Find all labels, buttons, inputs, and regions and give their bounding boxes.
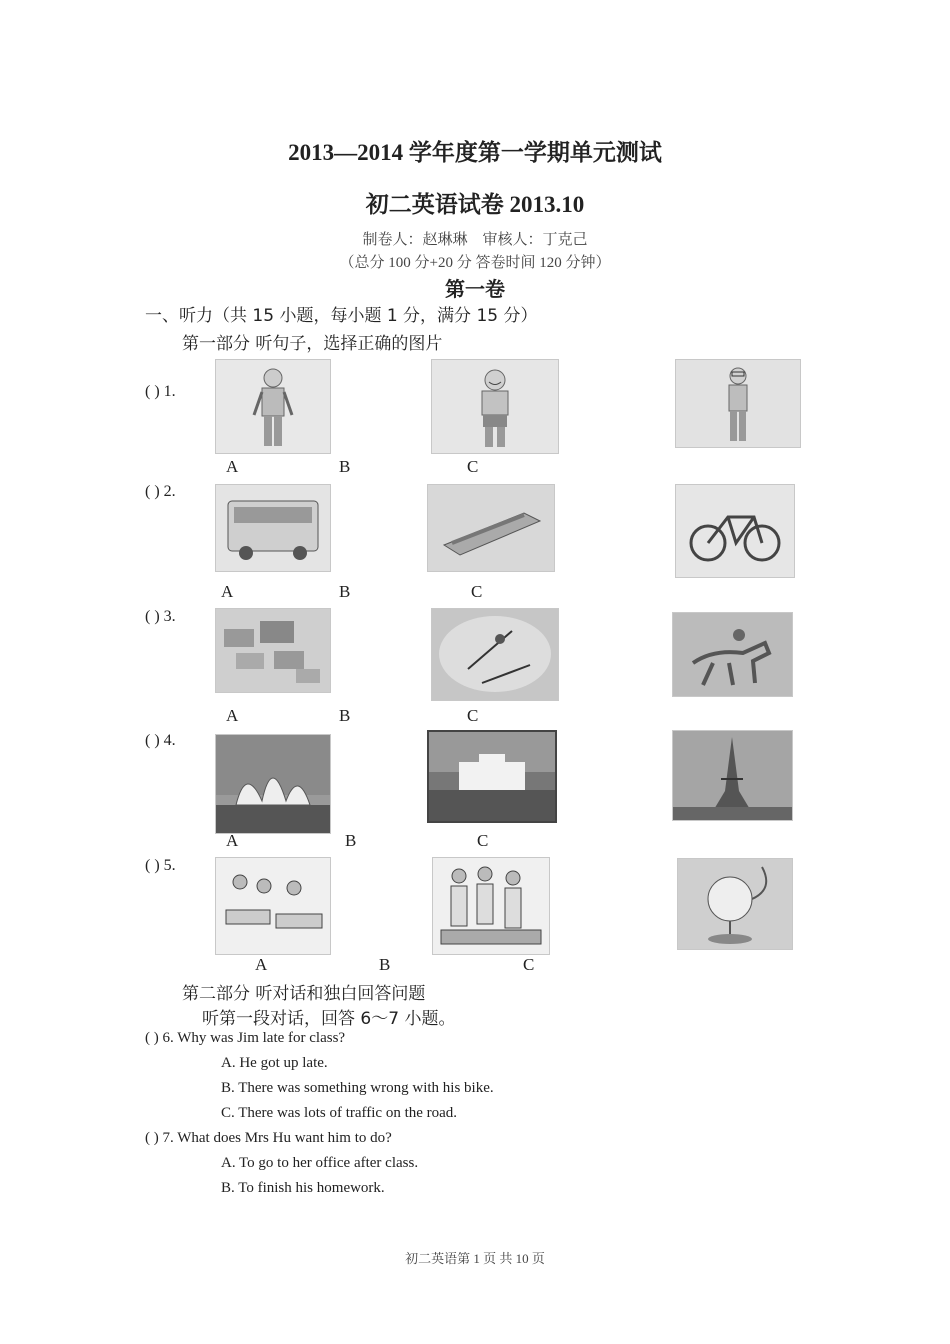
q5-image-c[interactable] [677, 858, 793, 950]
q5-option-c: C [523, 955, 535, 974]
volume-heading: 第一卷 [445, 279, 505, 301]
q2-image-c[interactable] [675, 484, 795, 578]
q7-option-a: A. To go to her office after class. [221, 1155, 419, 1171]
q6-option-b: B. There was something wrong with his bike. [221, 1080, 494, 1096]
q2-option-a: A [221, 582, 234, 601]
exam-title: 2013—2014 学年度第一学期单元测试 [288, 140, 662, 165]
q1-image-a[interactable] [215, 359, 331, 454]
question-7-stem: ( ) 7. What does Mrs Hu want him to do? [145, 1130, 392, 1146]
q2-option-b: B [339, 582, 351, 601]
q1-image-b[interactable] [431, 359, 559, 454]
q4-option-a: A [226, 831, 239, 850]
q3-option-a: A [226, 706, 239, 725]
page-footer: 初二英语第 1 页 共 10 页 [405, 1251, 545, 1266]
q6-option-a: A. He got up late. [221, 1055, 328, 1071]
part2-heading: 第二部分 听对话和独白回答问题 [182, 984, 426, 1004]
q4-image-a[interactable] [215, 734, 331, 834]
q4-option-c: C [477, 831, 489, 850]
exam-authors: 制卷人：赵琳琳 审核人：丁克己 [362, 232, 588, 248]
section-heading: 一、听力（共 15 小题，每小题 1 分，满分 15 分） [145, 306, 538, 326]
q5-option-b: B [379, 955, 391, 974]
q4-image-b[interactable] [427, 730, 557, 823]
q5-image-a[interactable] [215, 857, 331, 955]
q2-option-c: C [471, 582, 483, 601]
q4-option-b: B [345, 831, 357, 850]
score-info: （总分 100 分+20 分 答卷时间 120 分钟） [339, 255, 611, 271]
exam-subtitle: 初二英语试卷 2013.10 [365, 192, 585, 217]
q1-option-b: B [339, 457, 351, 476]
q1-option-c: C [467, 457, 479, 476]
part2-intro: 听第一段对话，回答 6～7 小题。 [202, 1009, 456, 1029]
q5-option-a: A [255, 955, 268, 974]
q3-option-b: B [339, 706, 351, 725]
question-3-label: ( ) 3. [145, 608, 176, 625]
q1-image-c[interactable] [675, 359, 801, 448]
q7-option-b: B. To finish his homework. [221, 1180, 385, 1196]
question-5-label: ( ) 5. [145, 857, 176, 874]
q3-image-a[interactable] [215, 608, 331, 693]
question-6-stem: ( ) 6. Why was Jim late for class? [145, 1030, 346, 1046]
q2-image-a[interactable] [215, 484, 331, 572]
question-1-label: ( ) 1. [145, 383, 176, 400]
q3-image-c[interactable] [672, 612, 793, 697]
question-2-label: ( ) 2. [145, 483, 176, 500]
q2-image-b[interactable] [427, 484, 555, 572]
part1-heading: 第一部分 听句子，选择正确的图片 [182, 334, 443, 354]
q1-option-a: A [226, 457, 239, 476]
question-4-label: ( ) 4. [145, 732, 176, 749]
q4-image-c[interactable] [672, 730, 793, 821]
q5-image-b[interactable] [432, 857, 550, 955]
q6-option-c: C. There was lots of traffic on the road. [221, 1105, 458, 1121]
q3-image-b[interactable] [431, 608, 559, 701]
q3-option-c: C [467, 706, 479, 725]
